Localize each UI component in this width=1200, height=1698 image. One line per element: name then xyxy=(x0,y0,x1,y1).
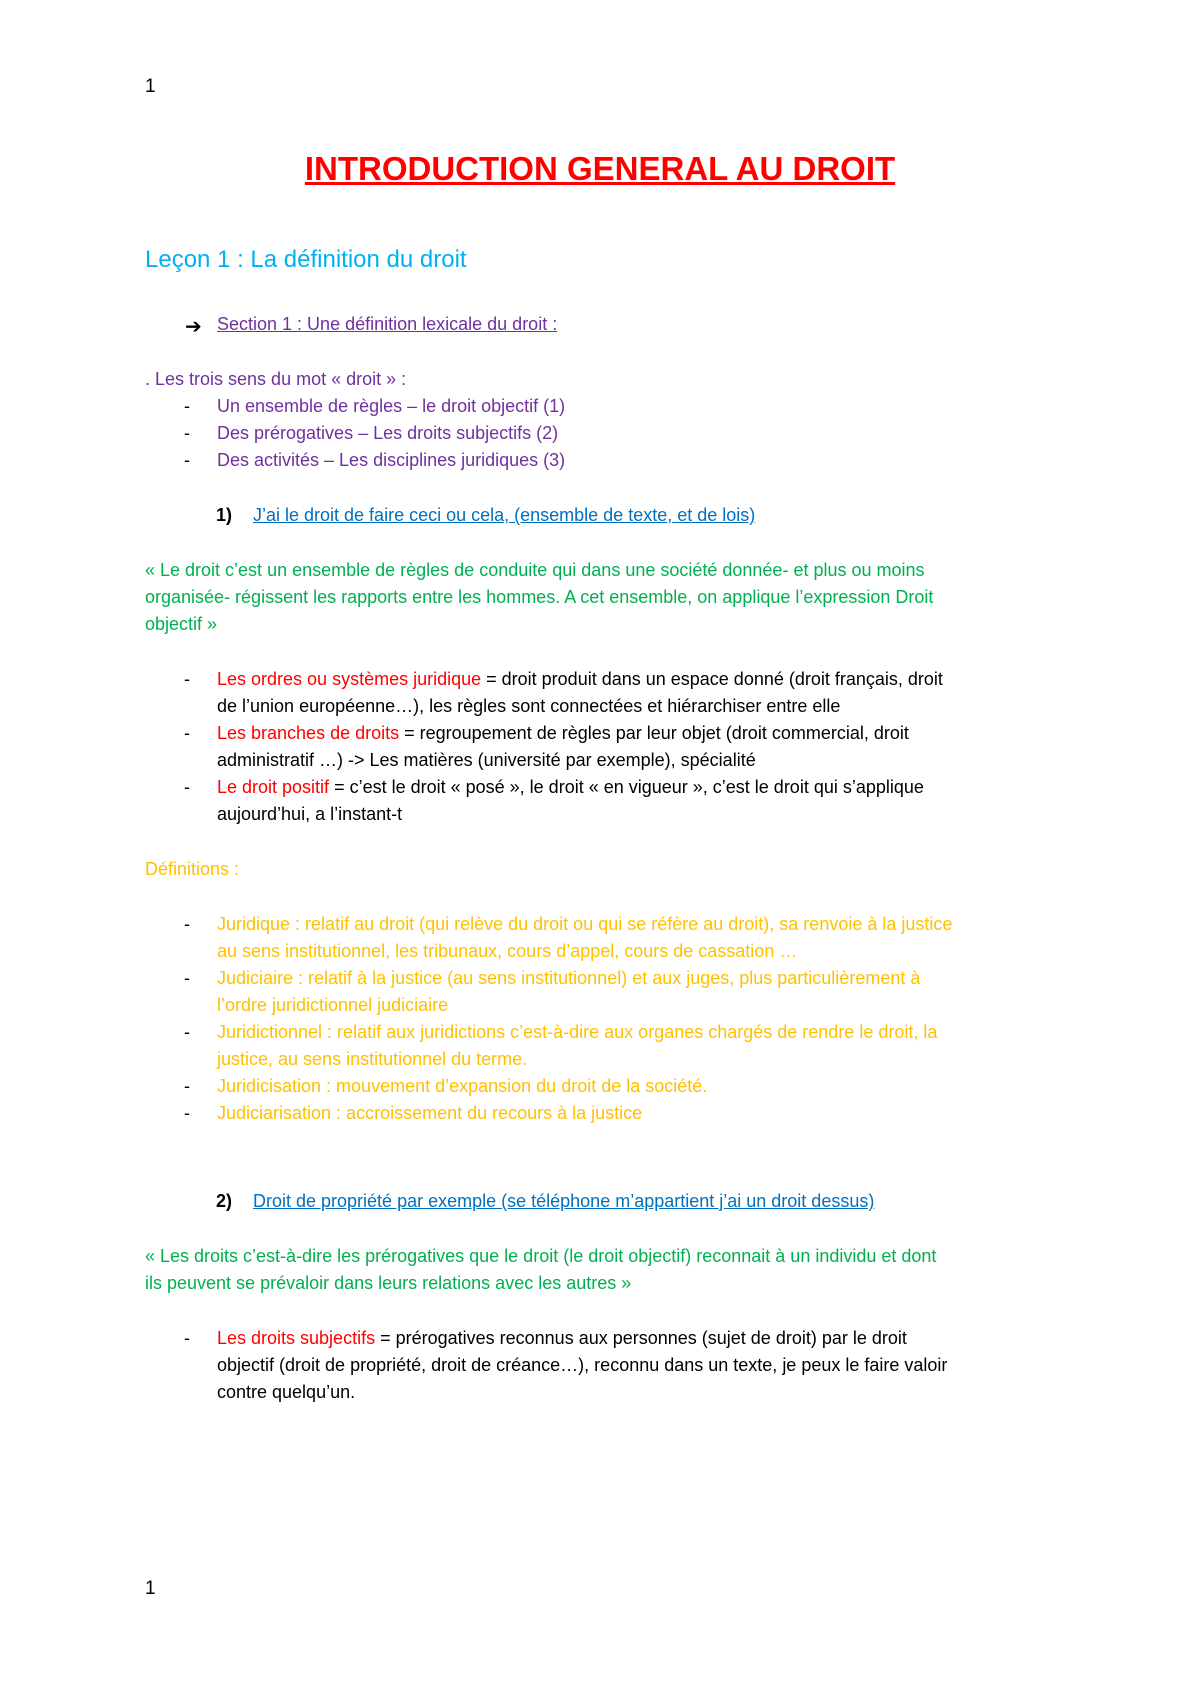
section-heading: Section 1 : Une définition lexicale du droit : xyxy=(217,314,558,334)
bullet-dash: - xyxy=(184,723,190,743)
term: Les branches de droits xyxy=(217,723,400,743)
quote-line: objectif » xyxy=(145,614,218,634)
definition-item: Judiciaire : relatif à la justice (au sens institutionnel) et aux juges, plus particulièrement à xyxy=(217,968,921,988)
quote-line: « Le droit c’est un ensemble de règles de conduite qui dans une société donnée- et plus ou moins xyxy=(145,560,925,580)
bullet-dash: - xyxy=(184,1103,190,1123)
document-title: INTRODUCTION GENERAL AU DROIT xyxy=(304,150,896,187)
list-item-continuation: aujourd’hui, a l’instant-t xyxy=(217,804,403,824)
list-item: Des activités – Les disciplines juridiques (3) xyxy=(217,450,566,470)
list-item xyxy=(217,774,924,800)
term: Les ordres ou systèmes juridique xyxy=(217,669,482,689)
definition-item: Judiciarisation : accroissement du recours à la justice xyxy=(217,1103,643,1123)
term: Les droits subjectifs xyxy=(217,1328,376,1348)
bullet-dash: - xyxy=(184,777,190,797)
term-description: = droit produit dans un espace donné (droit français, droit xyxy=(481,669,943,689)
list-item: Un ensemble de règles – le droit objectif (1) xyxy=(217,396,566,416)
bullet-dash: - xyxy=(184,669,190,689)
definition-continuation: justice, au sens institutionnel du terme. xyxy=(217,1049,528,1069)
bullet-dash: - xyxy=(184,396,190,416)
definitions-heading: Définitions : xyxy=(145,859,240,879)
definition-item: Juridictionnel : relatif aux juridictions c’est-à-dire aux organes chargés de rendre le droit, la xyxy=(217,1022,938,1042)
bullet-dash: - xyxy=(184,1022,190,1042)
list-item xyxy=(217,1325,907,1351)
list-item xyxy=(217,666,943,692)
bullet-dash: - xyxy=(184,968,190,988)
point-number: 1) xyxy=(216,505,233,525)
list-item xyxy=(217,720,909,746)
definition-continuation: l’ordre juridictionnel judiciaire xyxy=(217,995,449,1015)
bullet-dash: - xyxy=(184,450,190,470)
page-number-top: 1 xyxy=(145,76,156,97)
bullet-dash: - xyxy=(184,1076,190,1096)
term-description: = c’est le droit « posé », le droit « en vigueur », c’est le droit qui s’applique xyxy=(329,777,924,797)
term-description: = prérogatives reconnus aux personnes (sujet de droit) par le droit xyxy=(375,1328,907,1348)
quote-line: organisée- régissent les rapports entre les hommes. A cet ensemble, on applique l’expression Droit xyxy=(145,587,934,607)
lesson-heading: Leçon 1 : La définition du droit xyxy=(145,246,467,273)
sens-intro: . Les trois sens du mot « droit » : xyxy=(145,369,407,389)
list-item-continuation: contre quelqu’un. xyxy=(217,1382,356,1402)
list-item-continuation: objectif (droit de propriété, droit de créance…), reconnu dans un texte, je peux le faire valoir xyxy=(217,1355,948,1375)
definition-item: Juridique : relatif au droit (qui relève du droit ou qui se réfère au droit), sa renvoie à la justice xyxy=(217,914,953,934)
point-heading: Droit de propriété par exemple (se téléphone m’appartient j’ai un droit dessus) xyxy=(253,1191,875,1211)
point-heading: J’ai le droit de faire ceci ou cela, (ensemble de texte, et de lois) xyxy=(253,505,756,525)
bullet-dash: - xyxy=(184,914,190,934)
list-item-continuation: administratif …) -> Les matières (université par exemple), spécialité xyxy=(217,750,756,770)
term-description: = regroupement de règles par leur objet (droit commercial, droit xyxy=(399,723,909,743)
term: Le droit positif xyxy=(217,777,330,797)
arrow-icon: ➔ xyxy=(185,316,202,338)
quote-line: « Les droits c’est-à-dire les prérogatives que le droit (le droit objectif) reconnait à un individu et dont xyxy=(145,1246,937,1266)
bullet-dash: - xyxy=(184,1328,190,1348)
list-item: Des prérogatives – Les droits subjectifs (2) xyxy=(217,423,559,443)
definition-item: Juridicisation : mouvement d’expansion du droit de la société. xyxy=(217,1076,708,1096)
quote-line: ils peuvent se prévaloir dans leurs relations avec les autres » xyxy=(145,1273,632,1293)
point-number: 2) xyxy=(216,1191,233,1211)
definition-continuation: au sens institutionnel, les tribunaux, cours d’appel, cours de cassation … xyxy=(217,941,798,961)
bullet-dash: - xyxy=(184,423,190,443)
page-number-bottom: 1 xyxy=(145,1578,156,1599)
list-item-continuation: de l’union européenne…), les règles sont connectées et hiérarchiser entre elle xyxy=(217,696,841,716)
